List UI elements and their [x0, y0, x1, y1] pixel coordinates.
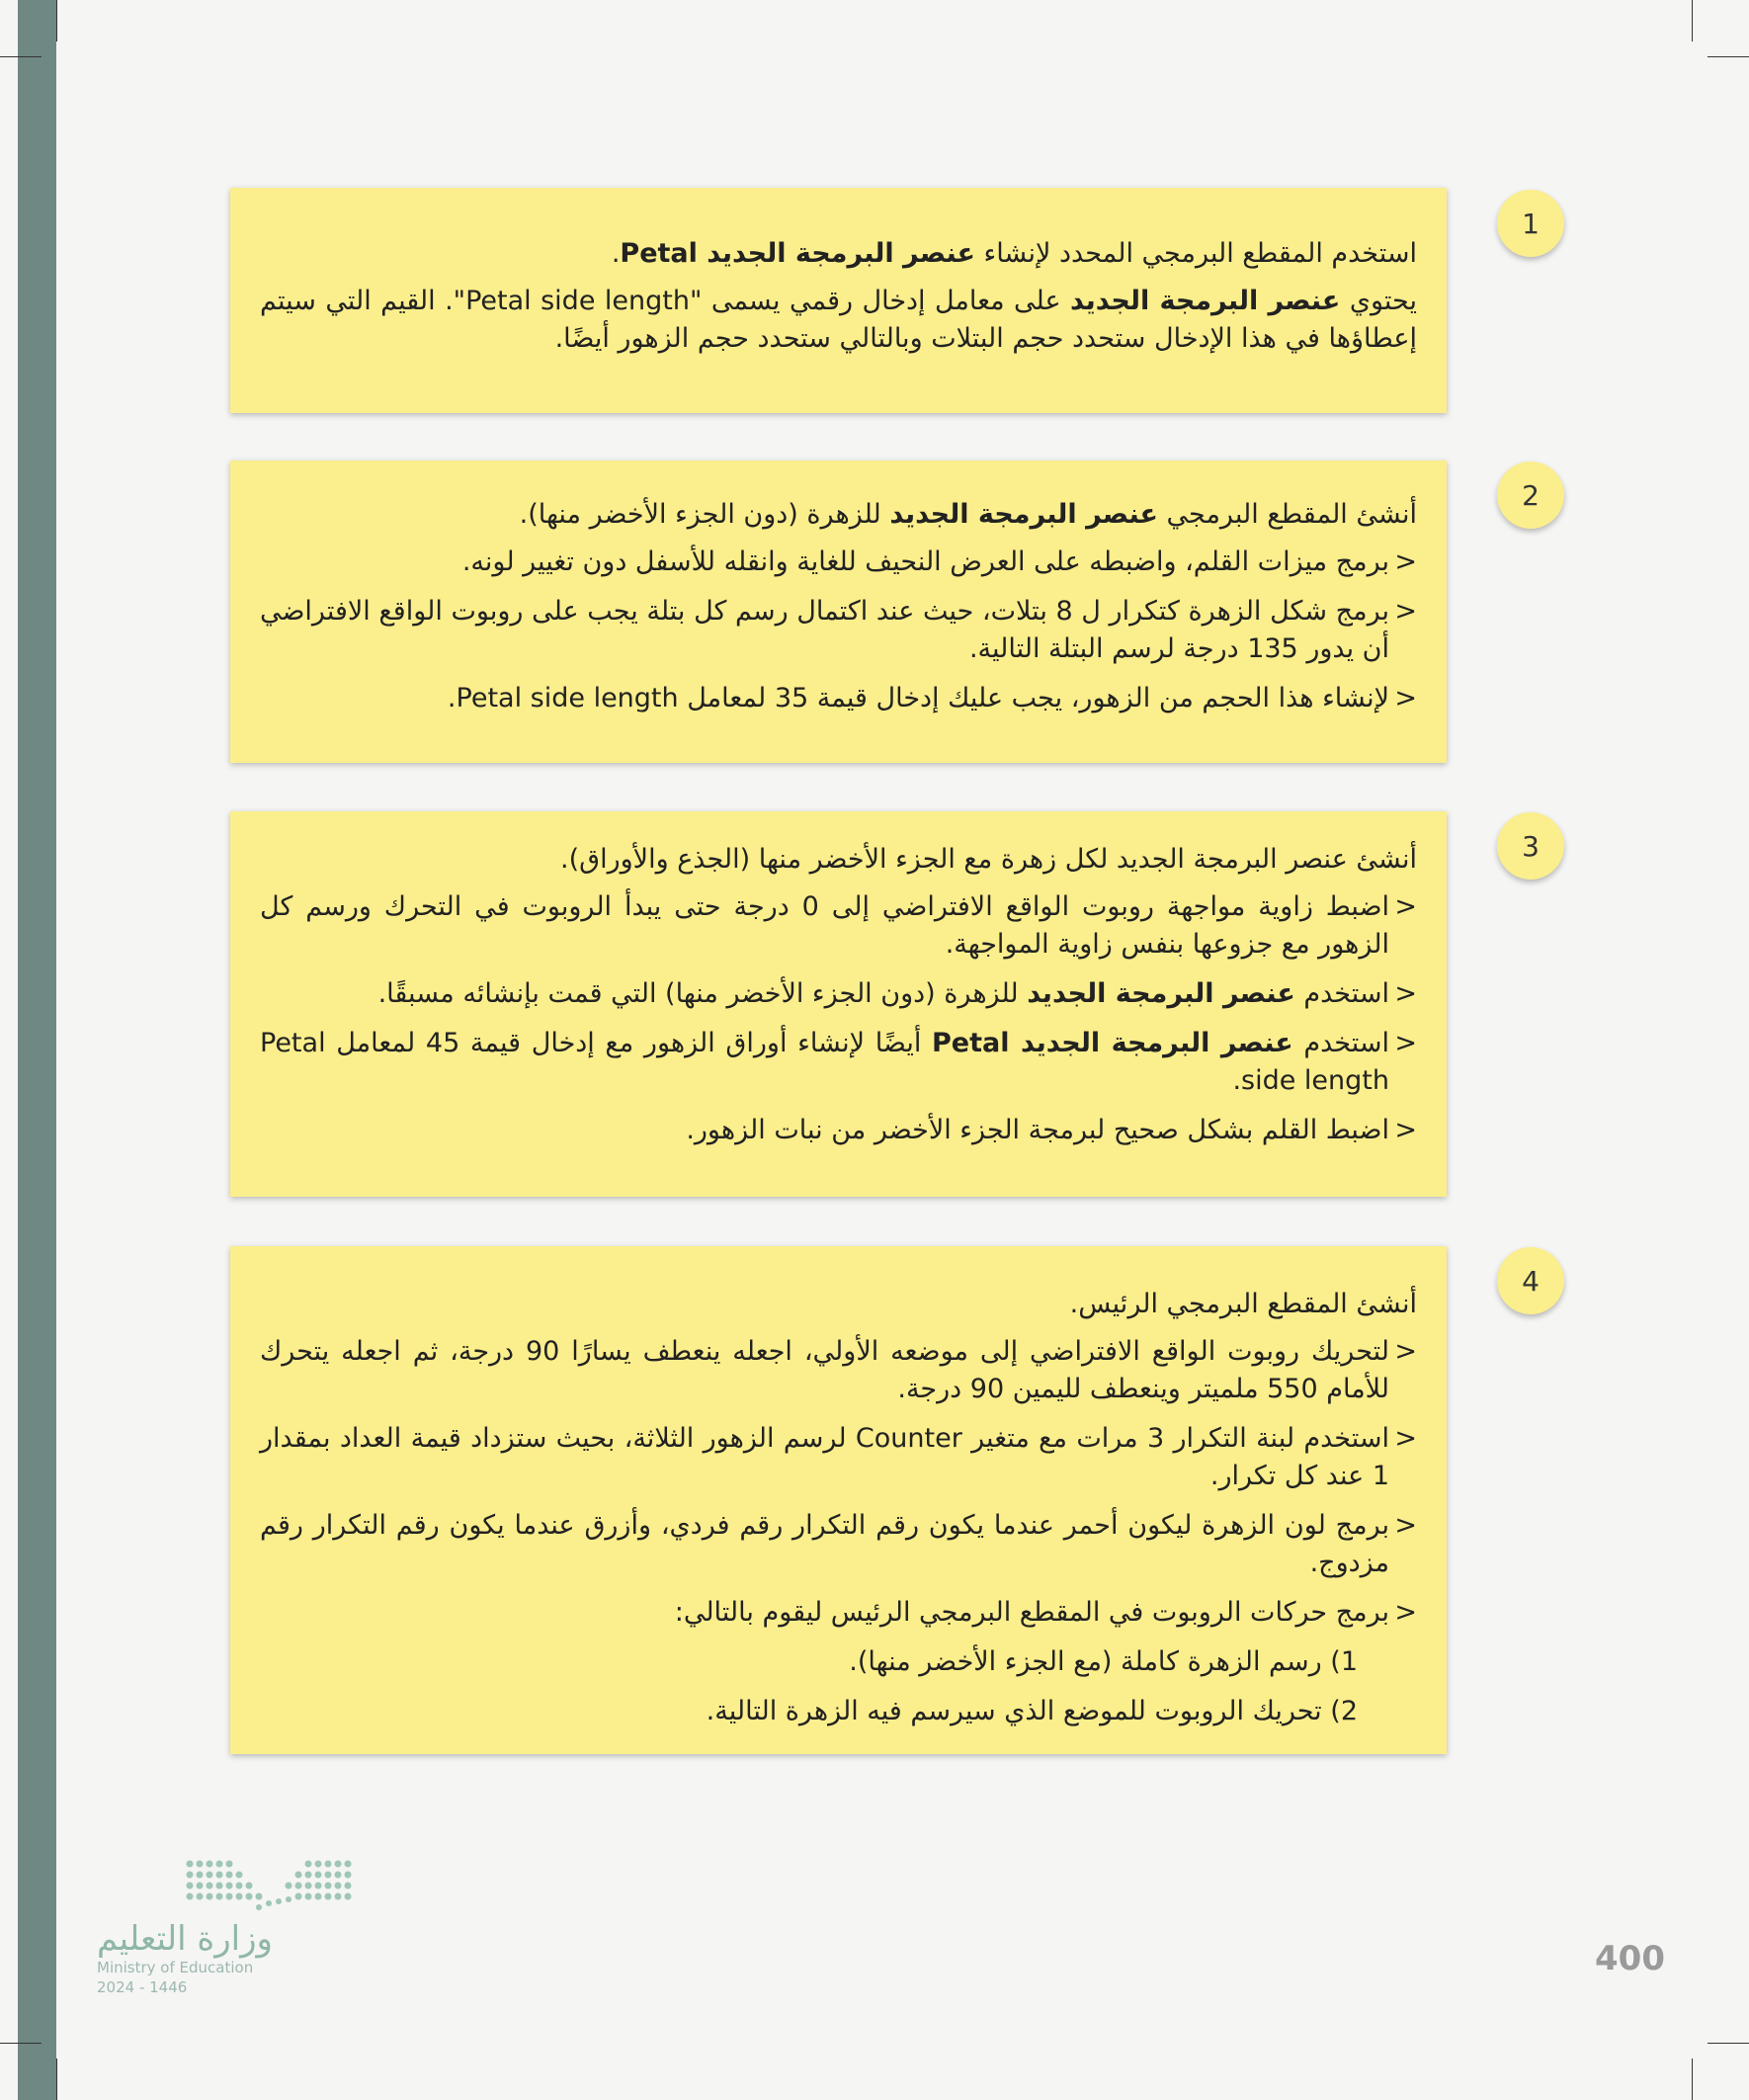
ministry-logo — [97, 1858, 354, 1996]
logo-year-text: 2024 - 1446 — [97, 1978, 188, 1996]
step-number-badge: 2 — [1497, 462, 1564, 529]
step-3-box — [230, 811, 1447, 1197]
step-3-intro: أنشئ عنصر البرمجة الجديد لكل زهرة مع الجزء الأخضر منها (الجذع والأوراق). — [560, 844, 1417, 875]
sub-item: 2) تحريك الروبوت للموضع الذي سيرسم فيه الزهرة التالية. — [706, 1696, 1358, 1726]
bullet-item: < لتحريك روبوت الواقع الافتراضي إلى موضعه الأولي، اجعله ينعطف يسارًا 90 درجة، ثم اجعله يتحرك للأمام 550 ملميتر وينعطف لليمين 90 درجة. — [260, 1336, 1417, 1404]
bullet-item: < برمج لون الزهرة ليكون أحمر عندما يكون رقم التكرار رقم فردي، وأزرق عندما يكون رقم التكرار رقم مزدوج. — [260, 1510, 1417, 1578]
step-1-box — [230, 188, 1447, 413]
logo-dots-icon — [184, 1858, 357, 1913]
side-color-bar — [18, 0, 56, 2100]
bullet-item: < استخدم عنصر البرمجة الجديد Petal أيضًا لإنشاء أوراق الزهور مع إدخال قيمة 45 لمعامل Petal side length. — [260, 1028, 1417, 1096]
bullet-item: < لإنشاء هذا الحجم من الزهور، يجب عليك إدخال قيمة 35 لمعامل Petal side length. — [447, 683, 1417, 714]
step-number-badge: 1 — [1497, 190, 1564, 257]
bullet-item: < برمج حركات الروبوت في المقطع البرمجي الرئيس ليقوم بالتالي: — [674, 1597, 1417, 1628]
bullet-item: < استخدم لبنة التكرار 3 مرات مع متغير Counter لرسم الزهور الثلاثة، بحيث ستزداد قيمة العداد بمقدار 1 عند كل تكرار. — [260, 1423, 1417, 1491]
step-1-paragraph-2: يحتوي عنصر البرمجة الجديد على معامل إدخال رقمي يسمى "Petal side length". القيم التي سيتم إعطاؤها في هذا الإدخال ستحدد حجم البتلات وبالتالي ستحدد حجم الزهور أيضًا. — [260, 286, 1417, 354]
logo-arabic-text: وزارة التعليم — [97, 1919, 273, 1959]
crop-mark — [1692, 0, 1693, 42]
bullet-item: < اضبط زاوية مواجهة روبوت الواقع الافتراضي إلى 0 درجة حتى يبدأ الروبوت في التحرك ورسم كل الزهور مع جزوعها بنفس زاوية المواجهة. — [260, 891, 1417, 960]
step-number-badge: 4 — [1497, 1247, 1564, 1314]
logo-english-text: Ministry of Education — [97, 1959, 254, 1976]
step-number-badge: 3 — [1497, 812, 1564, 880]
bullet-item: < برمج شكل الزهرة كتكرار ل 8 بتلات، حيث عند اكتمال رسم كل بتلة يجب على روبوت الواقع الافتراضي أن يدور 135 درجة لرسم البتلة التالية. — [260, 596, 1417, 664]
bullet-item: < اضبط القلم بشكل صحيح لبرمجة الجزء الأخضر من نبات الزهور. — [686, 1115, 1417, 1145]
page-number: 400 — [1595, 1939, 1665, 1978]
crop-mark — [56, 0, 57, 42]
crop-mark — [1707, 2043, 1749, 2044]
crop-mark — [56, 2058, 57, 2100]
crop-mark — [0, 2043, 42, 2044]
step-1-paragraph-1: استخدم المقطع البرمجي المحدد لإنشاء عنصر البرمجة الجديد Petal. — [611, 238, 1417, 269]
step-4-box — [230, 1246, 1447, 1754]
bullet-item: < برمج ميزات القلم، واضبطه على العرض النحيف للغاية وانقله للأسفل دون تغيير لونه. — [461, 546, 1417, 577]
step-4-intro: أنشئ المقطع البرمجي الرئيس. — [1069, 1289, 1417, 1319]
crop-mark — [1692, 2058, 1693, 2100]
step-2-intro: أنشئ المقطع البرمجي عنصر البرمجة الجديد للزهرة (دون الجزء الأخضر منها). — [519, 499, 1417, 530]
crop-mark — [1707, 56, 1749, 57]
sub-item: 1) رسم الزهرة كاملة (مع الجزء الأخضر منها). — [849, 1646, 1358, 1677]
step-2-box — [230, 461, 1447, 763]
bullet-item: < استخدم عنصر البرمجة الجديد للزهرة (دون الجزء الأخضر منها) التي قمت بإنشائه مسبقًا. — [377, 978, 1417, 1009]
crop-mark — [0, 56, 42, 57]
